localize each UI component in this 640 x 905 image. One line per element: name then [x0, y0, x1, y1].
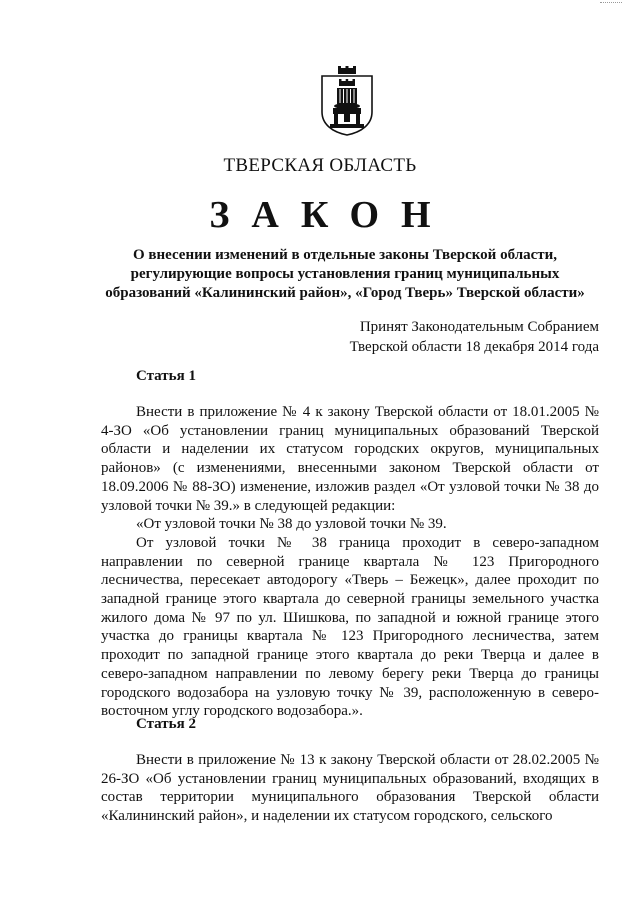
- law-title: [80, 246, 610, 303]
- article-2-heading: Статья 2: [136, 716, 196, 732]
- law-title-line: О внесении изменений в отдельные законы Тверской области,: [132, 247, 558, 263]
- adoption-note: [350, 317, 599, 357]
- article-paragraph: Внести в приложение № 13 к закону Тверской области от 28.02.2005 № 26-ЗО «Об установлении границ муниципальных образований, входящих в состав территории муниципального образования Тверской области «Калининский район», и наделении их статусом городского, сельского: [101, 752, 599, 825]
- adoption-line: Принят Законодательным Собранием: [359, 319, 599, 335]
- document-type-heading: ЗАКОН: [209, 194, 453, 236]
- tver-coat-of-arms-icon: [318, 66, 376, 136]
- region-name: ТВЕРСКАЯ ОБЛАСТЬ: [223, 155, 417, 176]
- article-1-heading: Статья 1: [136, 368, 196, 384]
- adoption-line: Тверской области 18 декабря 2014 года: [349, 339, 599, 355]
- article-paragraph: «От узловой точки № 38 до узловой точки № 39.: [136, 516, 447, 533]
- scan-corner-mark: [600, 2, 622, 4]
- law-title-line: регулирующие вопросы установления границ муниципальных: [130, 266, 560, 282]
- article-paragraph: От узловой точки № 38 граница проходит в северо-западном направлении по северной границе квартала № 123 Пригородного лесничества, пересекает автодорогу «Тверь – Бежецк», далее проходит по западной границе этого квартала до северной границы земельного участка жилого дома № 97 по ул. Шишкова, по западной и южной границе этого участка до границы квартала № 123 Пригородного лесничества, затем проходит по западной границе этого квартала до реки Тверца и далее в северо-западном направлении по левому берегу реки Тверца до границы городского водозабора на узловую точку № 39, расположенную в северо-восточном углу городского водозабора.».: [101, 534, 599, 720]
- article-paragraph: Внести в приложение № 4 к закону Тверской области от 18.01.2005 № 4-ЗО «Об установлении границ муниципальных образований Тверской области и наделении их статусом городских округов, муниципальных районов» (с изменениями, внесенными законом Тверской области от 18.09.2006 № 88-ЗО) изменение, изложив раздел «От узловой точки № 38 до узловой точки № 39.» в следующей редакции:: [101, 404, 599, 514]
- article-2-body: [101, 751, 599, 826]
- article-1-body: [101, 403, 599, 721]
- law-title-line: образований «Калининский район», «Город Тверь» Тверской области»: [105, 285, 585, 301]
